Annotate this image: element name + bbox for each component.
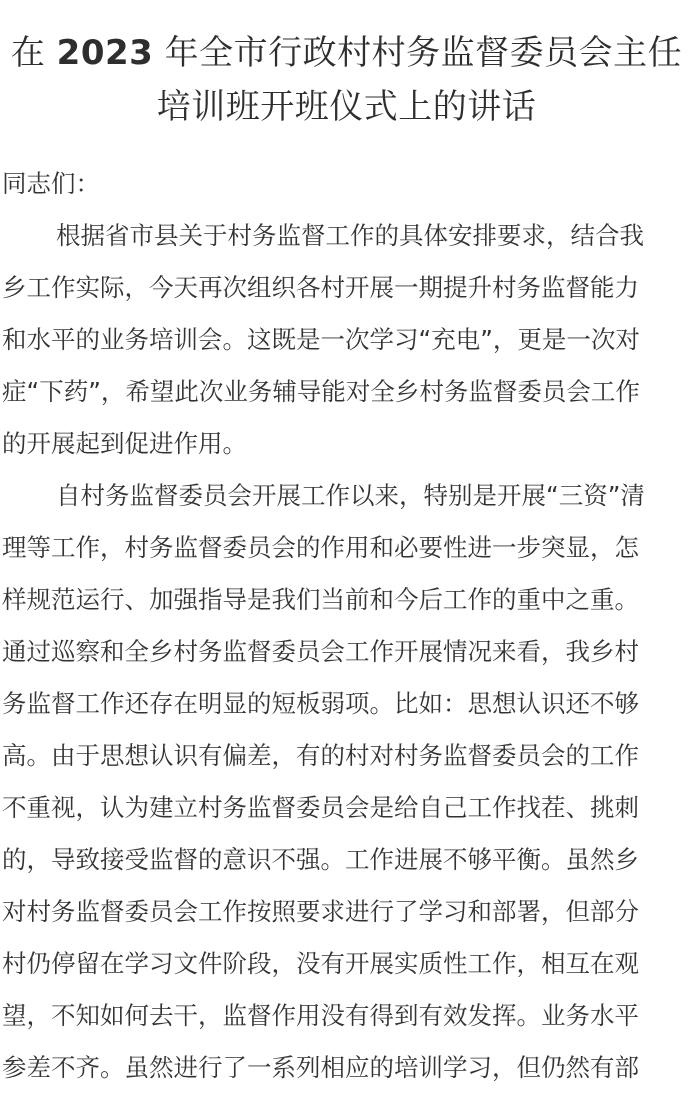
title-line-2: 培训班开班仪式上的讲话 [156,87,537,127]
paragraph-2-line-3: 样规范运行、加强指导是我们当前和今后工作的重中之重。 [2,585,639,614]
paragraph-1-line-4: 症“下药”，希望此次业务辅导能对全乡村务监督委员会工作 [2,377,640,406]
paragraph-2-line-9: 对村务监督委员会工作按照要求进行了学习和部署，但部分 [2,897,639,926]
paragraph-2-line-6: 高。由于思想认识有偏差，有的村对村务监督委员会的工作 [2,741,639,770]
paragraph-1-line-3: 和水平的业务培训会。这既是一次学习“充电”，更是一次对 [2,325,640,354]
title-line-1 [11,33,682,73]
paragraph-1-line-2: 乡工作实际，今天再次组织各村开展一期提升村务监督能力 [2,273,639,302]
paragraph-2-line-11: 望，不知如何去干，监督作用没有得到有效发挥。业务水平 [2,1001,639,1030]
paragraph-1-line-5: 的开展起到促进作用。 [2,429,247,458]
paragraph-2-line-2: 理等工作，村务监督委员会的作用和必要性进一步突显，怎 [2,533,639,562]
title-year: 2023 [56,33,154,73]
paragraph-2-line-5: 务监督工作还存在明显的短板弱项。比如：思想认识还不够 [2,689,639,718]
paragraph-2-line-12: 参差不齐。虽然进行了一系列相应的培训学习，但仍然有部 [2,1053,639,1082]
document-title [0,26,693,134]
title-prefix: 在 [10,33,57,73]
paragraph-2-line-7: 不重视，认为建立村务监督委员会是给自己工作找茬、挑刺 [2,793,639,822]
paragraph-2-line-4: 通过巡察和全乡村务监督委员会工作开展情况来看，我乡村 [2,637,639,666]
paragraph-2-line-8: 的，导致接受监督的意识不强。工作进展不够平衡。虽然乡 [2,845,639,874]
paragraph-2-line-10: 村仍停留在学习文件阶段，没有开展实质性工作，相互在观 [2,949,639,978]
paragraph-1-line-1: 根据省市县关于村务监督工作的具体安排要求，结合我 [56,221,644,250]
salutation: 同志们： [2,169,100,198]
title-suffix: 年全市行政村村务监督委员会主任 [153,33,683,73]
paragraph-2-line-1: 自村务监督委员会开展工作以来，特别是开展“三资”清 [56,481,645,510]
